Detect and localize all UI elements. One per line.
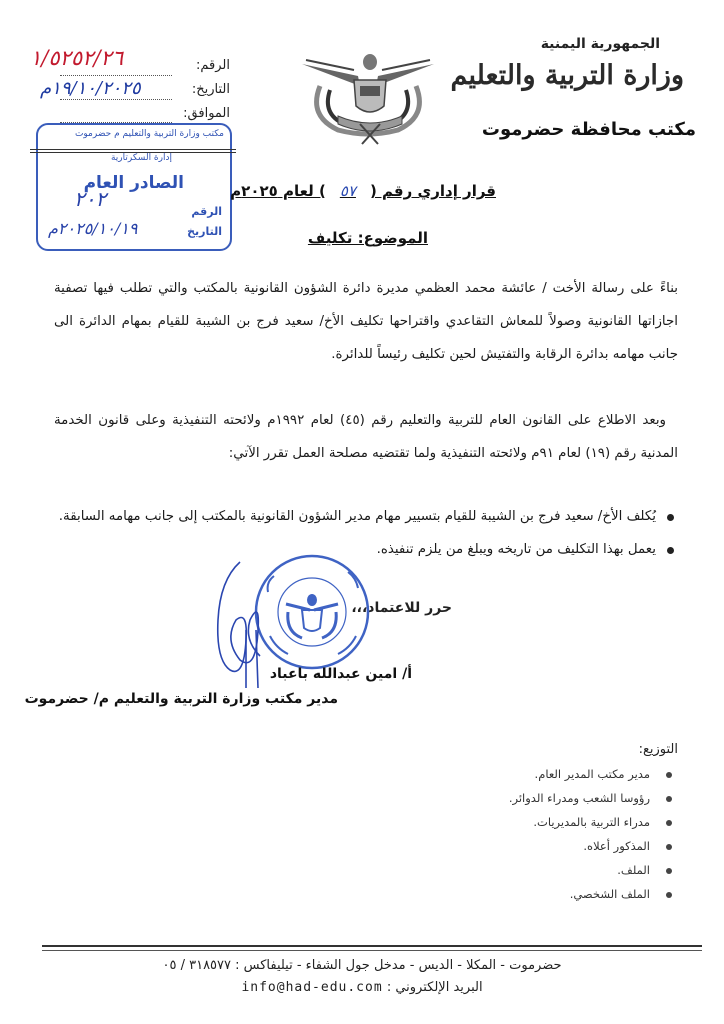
footer-email[interactable]: info@had-edu.com xyxy=(241,980,383,995)
bullet-icon xyxy=(666,892,672,898)
footer-address: حضرموت - المكلا - الديس - مدخل جول الشفاء - تيليفاكس : ٣١٨٥٧٧ / ٠٥ xyxy=(162,958,562,973)
reference-date-label: التاريخ: xyxy=(191,82,230,97)
reference-number-value: ١/٥٢٥٢/٢٦ xyxy=(30,46,124,70)
decision-number: ٥٧ xyxy=(339,182,356,200)
reference-date-value: ١٩/١٠/٢٠٢٥م xyxy=(40,78,141,99)
decision-item-text: يُكلف الأخ/ سعيد فرج بن الشيبة للقيام بتسيير مهام مدير الشؤون القانونية بالمكتب إلى جانب مهامه السابقة. xyxy=(58,509,656,524)
bullet-icon xyxy=(666,820,672,826)
stamp-date-value: ٢٠٢٥/١٠/١٩م xyxy=(48,219,138,238)
distribution-item xyxy=(509,762,678,786)
distribution-item-text: رؤوسا الشعب ومدراء الدوائر. xyxy=(508,791,650,805)
office-name: مكتب محافظة حضرموت xyxy=(481,119,696,140)
body-paragraph-1: بناءً على رسالة الأخت / عائشة محمد العظمي مديرة دائرة الشؤون القانونية بالمكتب والتي تطلب فيها تصفية اجازاتها القانونية وصولاً للمعاش التقاعدي واقتراحها تكليف الأخ/ سعيد فرج بن الشيبة للقيام بمهام الدائرة الى جانب مهامه بدائرة الرقابة والتفتيش لحين تكليف رئيساً للدائرة. xyxy=(54,281,678,362)
country-name: الجمهورية اليمنية xyxy=(540,36,660,52)
distribution-item xyxy=(509,858,678,882)
reference-number-label: الرقم: xyxy=(196,58,230,73)
distribution-item xyxy=(509,786,678,810)
distribution-item-text: الملف الشخصي. xyxy=(569,887,650,901)
reference-date-field xyxy=(192,82,230,97)
reference-number-line xyxy=(60,75,172,76)
ministry-name: وزارة التربية والتعليم xyxy=(450,60,684,91)
stamp-dept-line: إدارة السكرتارية xyxy=(110,153,172,163)
bullet-icon xyxy=(666,844,672,850)
decision-item xyxy=(54,500,678,533)
signatory-name: أ/ امين عبدالله باعباد xyxy=(269,666,412,682)
footer-email-line xyxy=(0,980,724,995)
footer-rule xyxy=(42,945,702,947)
distribution-item-text: المذكور أعلاه. xyxy=(583,839,650,853)
stamp-number-label: الرقم xyxy=(191,205,222,218)
registry-stamp xyxy=(36,123,232,251)
distribution-item-text: الملف. xyxy=(617,863,650,877)
subject-line: الموضوع: تكليف xyxy=(307,229,428,247)
bullet-icon xyxy=(666,796,672,802)
distribution-list xyxy=(509,762,678,906)
distribution-title: التوزيع: xyxy=(638,742,678,757)
stamp-strike-lines xyxy=(30,149,236,153)
signatory-title: مدير مكتب وزارة التربية والتعليم م/ حضرموت xyxy=(24,691,338,707)
bullet-icon xyxy=(667,547,674,554)
reference-number-field xyxy=(196,58,230,73)
bullet-icon xyxy=(666,868,672,874)
distribution-item-text: مدراء التربية بالمديريات. xyxy=(533,815,650,829)
body-paragraph-2: وبعد الاطلاع على القانون العام للتربية والتعليم رقم (٤٥) لعام ١٩٩٢م ولائحته التنفيذية وعلى قانون الخدمة المدنية رقم (١٩) لعام ٩١م ولائحته التنفيذية ولما تقتضيه مصلحة العمل تقرر الآتي: xyxy=(54,413,678,461)
stamp-date-label: التاريخ xyxy=(187,225,222,238)
decision-title xyxy=(230,182,496,200)
stamp-office-line: مكتب وزارة التربية والتعليم م حضرموت xyxy=(74,129,224,139)
distribution-item-text: مدير مكتب المدير العام. xyxy=(534,767,650,781)
stamp-title: الصادر العام xyxy=(83,173,184,193)
decision-item-text: يعمل بهذا التكليف من تاريخه ويبلغ من يلزم تنفيذه. xyxy=(376,542,656,557)
reference-approval-field xyxy=(183,106,230,121)
distribution-item xyxy=(509,834,678,858)
distribution-item xyxy=(509,882,678,906)
stamp-number-value: ٢٠٢ xyxy=(74,187,107,211)
yemen-eagle-emblem-icon xyxy=(298,46,438,146)
bullet-icon xyxy=(666,772,672,778)
footer-rule-thin xyxy=(42,950,702,951)
decision-prefix: قرار إداري رقم ( xyxy=(369,182,496,200)
decision-suffix: ) لعام ٢٠٢٥م xyxy=(230,182,326,200)
bullet-icon xyxy=(667,514,674,521)
closing-line: حرر للاعتماد،،، xyxy=(351,600,452,616)
distribution-item xyxy=(509,810,678,834)
reference-date-line xyxy=(60,99,172,100)
footer-email-label: البريد الإلكتروني : xyxy=(386,980,483,995)
reference-approval-label: الموافق: xyxy=(183,106,230,121)
